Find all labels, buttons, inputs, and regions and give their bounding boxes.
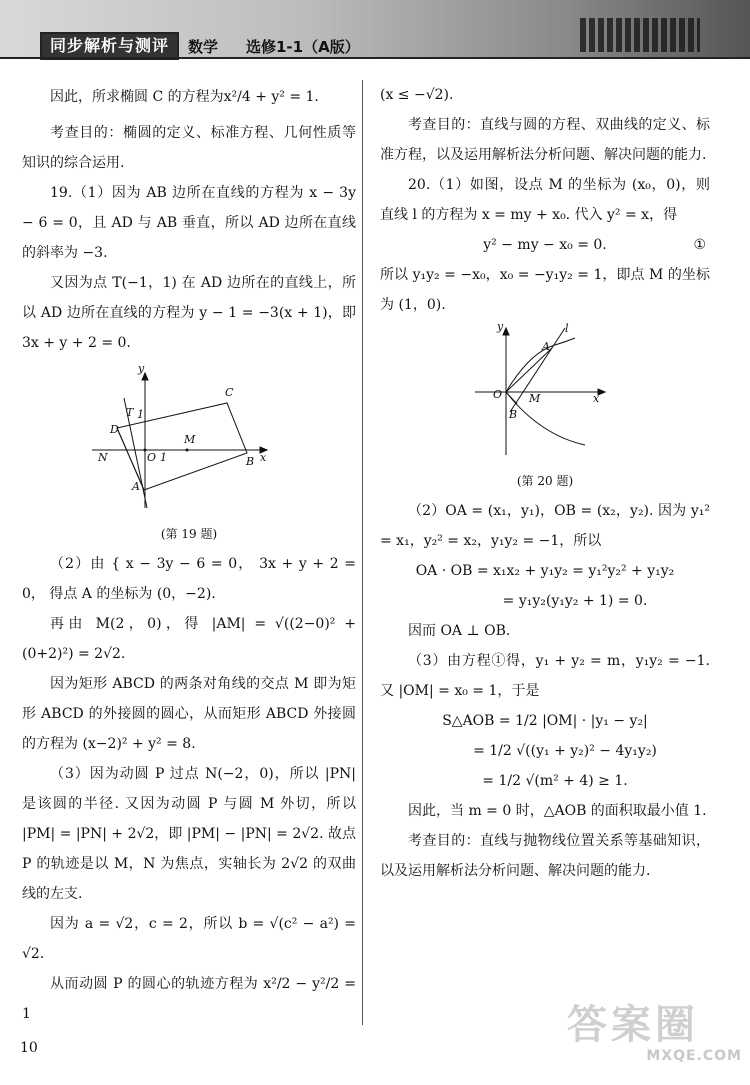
figure-20-diagram [380,320,710,470]
text-line: 考查目的：直线与圆的方程、双曲线的定义、标准方程，以及运用解析法分析问题、解决问题的能力. [380,117,710,163]
fig20-label: O [493,388,503,401]
fig20-label: y [497,320,504,333]
area-formula-2: = 1/2 √((y₁ + y₂)² − 4y₁y₂) [473,743,657,759]
text-line: 考查目的：椭圆的定义、标准方程、几何性质等知识的综合运用. [22,125,356,171]
fig20-label: x [593,392,600,405]
text-line: 因为 a = √2，c = 2，所以 b = √(c² − a²) = √2. [22,916,356,962]
book-title: 同步解析与测评 [40,32,179,60]
fig20-label: M [529,392,541,405]
text-line: 因而 OA ⊥ OB. [408,623,511,639]
right-column [380,80,710,886]
fig20-label: B [509,408,518,421]
figure-20 [380,320,710,470]
fig19-label: y [138,362,145,375]
subject-label: 数学 [188,38,219,56]
figure-19 [22,358,356,523]
page-number: 10 [20,1040,38,1056]
fig19-label: x [260,451,267,464]
fig19-label: M [184,433,196,446]
fig19-label: 1 [137,408,144,421]
fig19-label: C [225,386,234,399]
figure-20-caption: (第 20 题) [516,474,574,488]
equation-1-marker: ① [693,237,706,253]
fig19-label: 1 [160,451,167,464]
problem-19-part1: 19.（1）因为 AB 边所在直线的方程为 x − 3y − 6 = 0，且 AD 与 AB 垂直，所以 AD 边所在直线的斜率为 −3. [22,185,356,261]
area-formula-1: S△AOB = 1/2 |OM| · |y₁ − y₂| [442,713,648,729]
text-line: （2）OA = (x₁，y₁)，OB = (x₂，y₂). 因为 y₁² = x₁，y₂² = x₂，y₁y₂ = −1，所以 [380,503,710,549]
header-rule [0,57,750,59]
left-column [22,82,356,1029]
text-line: 因此，当 m = 0 时，△AOB 的面积取最小值 1. [408,803,707,819]
text-line: （3）因为动圆 P 过点 N(−2，0)，所以 |PN| 是该圆的半径. 又因为动圆 P 与圆 M 外切，所以 |PM| = |PN| + 2√2，即 |PM| − |PN| = 2√2. 故点 P 的轨迹是以 M，N 为焦点，实轴长为 2√2 的双曲线的左支. [22,766,356,902]
text-line: 所以 y₁y₂ = −x₀，x₀ = −y₁y₂ = 1，即点 M 的坐标为 (1，0). [380,267,710,313]
fig19-label: T [126,406,134,419]
fig20-label: l [565,322,569,335]
fig19-label: B [246,455,255,468]
equation-1: y² − my − x₀ = 0. [483,237,607,253]
area-formula-3: = 1/2 √(m² + 4) ≥ 1. [482,773,628,789]
dot-product-result: = y₁y₂(y₁y₂ + 1) = 0. [502,593,648,609]
fig20-label: A [542,340,550,353]
text-line: 考查目的：直线与抛物线位置关系等基础知识，以及运用解析法分析问题、解决问题的能力. [380,833,710,879]
figure-19-caption: (第 19 题) [160,527,218,541]
text-line: （3）由方程①得，y₁ + y₂ = m，y₁y₂ = −1. 又 |OM| = x₀ = 1，于是 [380,653,710,699]
text-line: 从而动圆 P 的圆心的轨迹方程为 x²/2 − y²/2 = 1 [22,976,356,1022]
page-header [0,0,750,58]
problem-20-part1: 20.（1）如图，设点 M 的坐标为 (x₀，0)，则直线 l 的方程为 x = my + x₀. 代入 y² = x，得 [380,177,710,223]
text-line: 又因为点 T(−1，1) 在 AD 边所在的直线上，所以 AD 边所在直线的方程为 y − 1 = −3(x + 1)，即 3x + y + 2 = 0. [22,275,356,351]
watermark [567,1002,742,1077]
text-line: 因此，所求椭圆 C 的方程为x²/4 + y² = 1. [50,89,319,105]
fig19-label: D [110,423,119,436]
dot-product-line: OA · OB = x₁x₂ + y₁y₂ = y₁²y₂² + y₁y₂ [415,563,675,579]
text-line: 再由 M(2，0)，得 |AM| = √((2−0)² + (0+2)²) = 2√2. [22,616,356,662]
fig19-label: O [147,451,157,464]
text-line: (x ≤ −√2). [380,87,454,103]
text-line: （2）由 { x − 3y − 6 = 0， 3x + y + 2 = 0， 得点 A 的坐标为 (0，−2). [22,556,356,602]
header-decoration [580,18,700,52]
text-line: 因为矩形 ABCD 的两条对角线的交点 M 即为矩形 ABCD 的外接圆的圆心，从而矩形 ABCD 外接圆的方程为 (x−2)² + y² = 8. [22,676,356,752]
figure-19-diagram [22,358,356,523]
fig19-label: A [132,480,140,493]
book-volume: 选修1-1（A版） [246,38,360,56]
column-divider [362,80,363,1025]
watermark-logo: 答案圈 [567,1002,699,1048]
watermark-url: MXQE.COM [646,1048,742,1064]
fig19-label: N [98,451,108,464]
